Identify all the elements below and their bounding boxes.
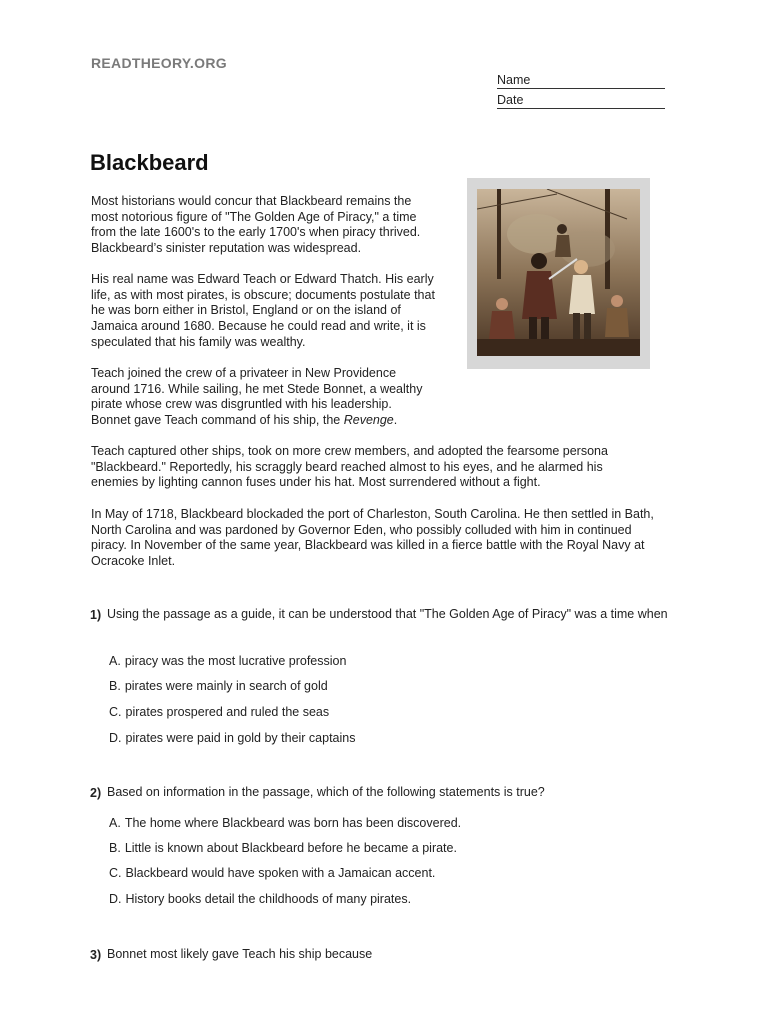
paragraph-3: Teach joined the crew of a privateer in New Providence around 1716. While sailing, he met Stede Bonnet, a wealthy pirate whose crew was disgruntled with his leadership. Bonnet gave Teach command of his ship, the Revenge.	[91, 366, 423, 428]
paragraph-5: In May of 1718, Blackbeard blockaded the port of Charleston, South Carolina. He then settled in Bath, North Carolina and was pardoned by Governor Eden, who possibly colluded with him in continued piracy. In November of the same year, Blackbeard was killed in a fierce battle with the Royal Navy at Ocracoke Inlet.	[91, 507, 654, 569]
paragraph-1: Most historians would concur that Blackbeard remains the most notorious figure of "The Golden Age of Piracy," a time from the late 1600's to the early 1700's when piracy thrived. Blackbeard’s sinister reputation was widespread.	[91, 194, 421, 256]
ship-name: Revenge	[343, 413, 394, 428]
q2-option-b[interactable]: B. Little is known about Blackbeard before he became a pirate.	[109, 841, 457, 855]
q2-option-d[interactable]: D. History books detail the childhoods of many pirates.	[109, 892, 412, 906]
question-text: Bonnet most likely gave Teach his ship because	[107, 947, 373, 961]
paragraph-2: His real name was Edward Teach or Edward Thatch. His early life, as with most pirates, is obscure; documents postulate that he was born either in Bristol, England or on the island of Jamaica around 1680. Because he could read and write, it is speculated that his family was wealthy.	[91, 272, 435, 349]
brand-header: READTHEORY.ORG	[91, 55, 227, 71]
q1-option-d[interactable]: D. pirates were paid in gold by their captains	[109, 731, 356, 745]
question-text: Based on information in the passage, which of the following statements is true?	[107, 785, 545, 799]
q2-option-a[interactable]: A. The home where Blackbeard was born has been discovered.	[109, 816, 462, 830]
picture-frame	[467, 178, 650, 369]
name-label: Name	[497, 73, 531, 87]
name-field[interactable]	[497, 73, 665, 89]
date-label: Date	[497, 93, 524, 107]
passage-title: Blackbeard	[90, 150, 209, 175]
q1-option-a[interactable]: A. piracy was the most lucrative profession	[109, 654, 347, 668]
date-field[interactable]	[497, 93, 665, 109]
question-number: 1)	[90, 608, 102, 622]
question-number: 3)	[90, 948, 102, 962]
q1-option-b[interactable]: B. pirates were mainly in search of gold	[109, 679, 328, 693]
paragraph-4: Teach captured other ships, took on more crew members, and adopted the fearsome persona "Blackbeard." Reportedly, his scraggly beard reached almost to his eyes, and he alarmed his enemies by lighting cannon fuses under his hat. Most surrendered without a fight.	[91, 444, 608, 490]
pirate-battle-painting-icon	[477, 189, 640, 356]
question-text: Using the passage as a guide, it can be understood that "The Golden Age of Piracy" was a time when	[107, 607, 668, 621]
question-number: 2)	[90, 786, 102, 800]
q1-option-c[interactable]: C. pirates prospered and ruled the seas	[109, 705, 330, 719]
q2-option-c[interactable]: C. Blackbeard would have spoken with a Jamaican accent.	[109, 866, 436, 880]
